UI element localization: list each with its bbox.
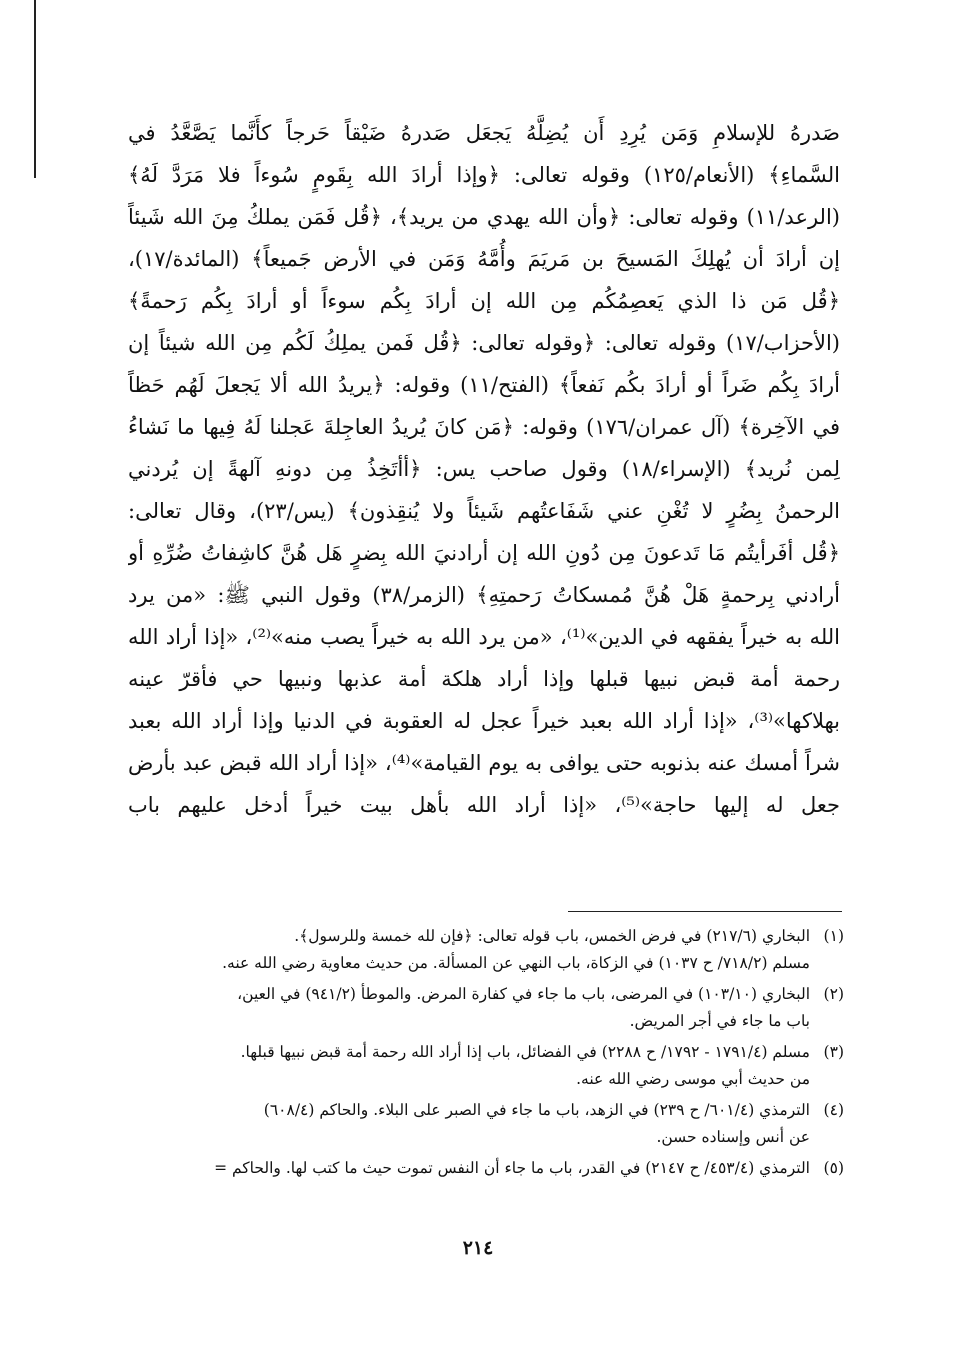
text-line: جعل له إليها حاجة»⁽⁵⁾، «إذا أراد الله بأهل بيت خيراً أدخل عليهم باب xyxy=(128,793,840,817)
text-line: لِمن نُريد﴾ (الإسراء/١٨) وقول صاحب يس: ﴿أأتَخِذُ مِن دونهِ آلهةً إن يُردني xyxy=(128,457,840,481)
text-line: إن أرادَ أن يُهلِكَ المَسيحَ بن مَريَمَ وأُمَّهُ وَمَن في الأرض جَميعاً﴾ (المائدة/١٧)، xyxy=(128,247,840,271)
text-line: رحمة أمة قبض نبيها قبلها وإذا أراد هلكة أمة عذبها ونبيها حي فأقرّ عينه xyxy=(128,667,840,691)
text-line: ﴿قُل أفَرأيتُم مَا تَدعونَ مِن دُونِ الله إن أرادنيَ الله بِضرٍ هَل هُنَّ كاشِفاتُ ضُرِّهِ أو xyxy=(128,541,840,565)
footnote-number: (١) xyxy=(823,927,844,945)
text-line: بهلاكها»⁽³⁾، «إذا أراد الله بعبد خيراً عجل له العقوبة في الدنيا وإذا أراد الله بعبد xyxy=(128,709,840,733)
text-line: صَدرهُ للإسلامِ وَمَن يُرِدِ أَن يُضِلَّهُ يَجعَل صَدرهُ ضَيْقاً حَرجاً كأَنَّما يَصَّعَّدُ في xyxy=(128,121,840,145)
footnote-text: الترمذي (٤٥٣/٤/ ح ٢١٤٧) في القدر، باب ما جاء أن النفس تموت حيث ما كتب لها. والحاكم = xyxy=(214,1159,810,1177)
footnote-number: (٢) xyxy=(823,985,844,1003)
footnote-number: (٣) xyxy=(823,1043,844,1061)
footnote-text: مسلم (١٧٩١/٤ - ١٧٩٢/ ح ٢٢٨٨) في الفضائل، باب إذا أراد الله رحمة أمة قبض نبيها قبلها. xyxy=(240,1043,810,1061)
footnote-text: البخاري (٢١٧/٦) في فرض الخمس، باب قوله تعالى: ﴿فإن لله خمسة وللرسول﴾. xyxy=(294,927,810,945)
text-line: أرادني بِرحمةٍ هَلْ هُنَّ مُمسكاتُ رَحمتِهِ﴾ (الزمر/٣٨) وقول النبي ﷺ: «من يرد xyxy=(128,583,840,607)
footnote-separator xyxy=(568,911,842,912)
text-line: الرحمنُ بِضُرٍ لا تُغْنِ عني شَفَاعتُهم شَيئاً ولا يُنقِذون﴾ (يس/٢٣)، وقال تعالى: xyxy=(128,499,840,523)
footnote-line xyxy=(128,1097,844,1124)
footnote-text: الترمذي (٦٠١/٤/ ح ٢٣٩) في الزهد، باب ما جاء في الصبر على البلاء. والحاكم (٦٠٨/٤) xyxy=(263,1101,810,1119)
text-line: (الرعد/١١) وقوله تعالى: ﴿وأن الله يهدي من يريد﴾، ﴿قُل فَمَن يملكُ مِنَ الله شَيئاً xyxy=(128,205,840,229)
text-line: شراً أمسك عنه بذنوبه حتى يوافى به يوم القيامة»⁽⁴⁾، «إذا أراد الله قبض عبد بأرض xyxy=(128,751,840,775)
footnote-text: البخاري (١٠٣/١٠) في المرضى، باب ما جاء في كفارة المرض. والموطأ (٩٤١/٢) في العين، xyxy=(237,985,810,1003)
main-text xyxy=(128,112,840,826)
footnote-number: (٥) xyxy=(823,1159,844,1177)
footnote-line: من حديث أبي موسى رضي الله عنه. xyxy=(576,1070,810,1088)
footnote-line xyxy=(128,1155,844,1182)
text-line: أرادَ بِكُم ضَراً أو أرادَ بكُم نَفعاً﴾ (الفتح/١١) وقوله: ﴿يريدُ الله ألا يَجعلَ لَهُم حَظاً xyxy=(128,373,840,397)
footnote-line: باب ما جاء في أجر المريض. xyxy=(629,1012,810,1030)
text-line: الله به خيراً يفقهه في الدين»⁽¹⁾، «من يرد الله به خيراً يصب منه»⁽²⁾، «إذا أراد الله xyxy=(128,625,840,649)
page-number: ٢١٤ xyxy=(462,1237,494,1259)
footnotes xyxy=(128,923,844,1182)
footnote-line xyxy=(128,981,844,1008)
text-line: (الأحزاب/١٧) وقوله تعالى: ﴿وقوله تعالى: ﴿قُل فَمن يملِكُ لَكُم مِن الله شيئاً إن xyxy=(128,331,840,355)
text-line: ﴿قُل مَن ذا الذي يَعصِمُكُم مِن الله إن أرادَ بِكُم سوءاً أو أرادَ بِكُم رَحمةً﴾ xyxy=(128,289,840,313)
footnote-line xyxy=(128,923,844,950)
footnote-line: مسلم (٧١٨/٢/ ح ١٠٣٧) في الزكاة، باب النهي عن المسألة. من حديث معاوية رضي الله عنه. xyxy=(222,954,810,972)
footnote-line xyxy=(128,1039,844,1066)
footnote-line: عن أنس وإسناده حسن. xyxy=(656,1128,810,1146)
footnote-number: (٤) xyxy=(823,1101,844,1119)
text-line: السَّماءِ﴾ (الأنعام/١٢٥) وقوله تعالى: ﴿وإذا أرادَ الله بِقَومٍ سُوءاً فلا مَرَدَّ لَهُ﴾ xyxy=(128,163,840,187)
page-edge-line xyxy=(34,0,36,178)
text-line: في الآخِرة﴾ (آل عمران/١٧٦) وقوله: ﴿مَن كانَ يُريدُ العاجِلةَ عَجلنا لَهُ فِيها ما نَشاءُ xyxy=(128,415,840,439)
